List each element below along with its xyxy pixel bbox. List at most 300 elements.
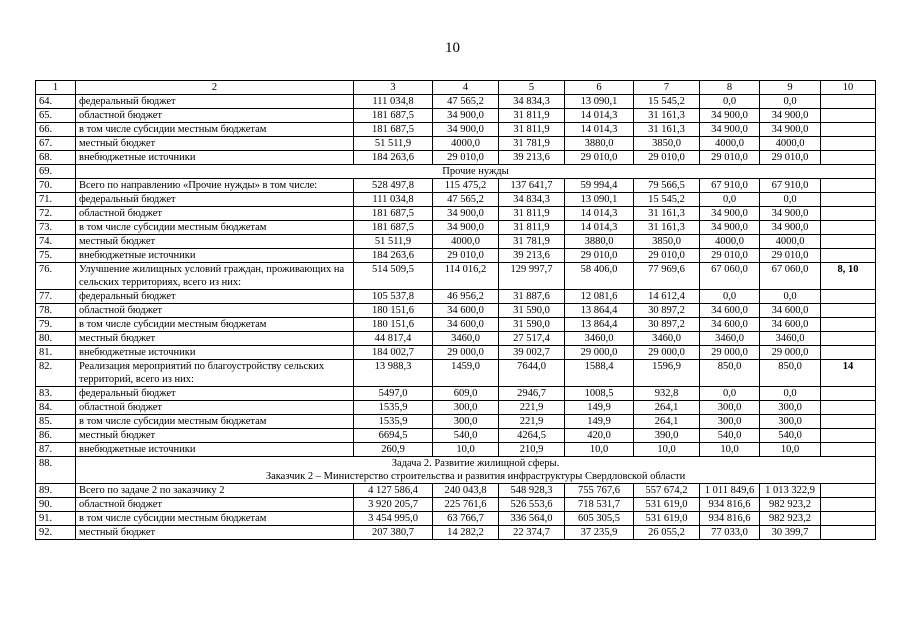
value-cell-col-9: 0,0 [760, 387, 821, 401]
value-cell-col-8: 0,0 [700, 95, 760, 109]
value-cell-col-8: 540,0 [700, 429, 760, 443]
value-cell-col-5: 548 928,3 [499, 484, 565, 498]
row-name: в том числе субсидии местным бюджетам [76, 512, 354, 526]
value-cell-col-3: 528 497,8 [354, 179, 433, 193]
column-header-9: 9 [760, 81, 821, 95]
column-header-10: 10 [821, 81, 876, 95]
target-indicator-cell [821, 193, 876, 207]
value-cell-col-7: 15 545,2 [634, 193, 700, 207]
value-cell-col-9: 540,0 [760, 429, 821, 443]
value-cell-col-3: 184 263,6 [354, 151, 433, 165]
value-cell-col-9: 1 013 322,9 [760, 484, 821, 498]
value-cell-col-7: 31 161,3 [634, 207, 700, 221]
value-cell-col-8: 67 060,0 [700, 263, 760, 290]
value-cell-col-6: 1588,4 [565, 360, 634, 387]
value-cell-col-7: 3460,0 [634, 332, 700, 346]
value-cell-col-5: 31 781,9 [499, 137, 565, 151]
row-number: 88. [36, 457, 76, 484]
value-cell-col-7: 531 619,0 [634, 498, 700, 512]
value-cell-col-3: 1535,9 [354, 401, 433, 415]
row-number: 92. [36, 526, 76, 540]
target-indicator-cell [821, 429, 876, 443]
page-number: 10 [445, 40, 460, 56]
value-cell-col-6: 13 090,1 [565, 95, 634, 109]
value-cell-col-5: 31 887,6 [499, 290, 565, 304]
row-name: внебюджетные источники [76, 151, 354, 165]
value-cell-col-5: 31 590,0 [499, 304, 565, 318]
value-cell-col-4: 29 010,0 [433, 249, 499, 263]
target-indicator-cell [821, 235, 876, 249]
value-cell-col-4: 34 600,0 [433, 304, 499, 318]
value-cell-col-9: 30 399,7 [760, 526, 821, 540]
value-cell-col-7: 79 566,5 [634, 179, 700, 193]
value-cell-col-9: 982 923,2 [760, 512, 821, 526]
value-cell-col-9: 300,0 [760, 401, 821, 415]
value-cell-col-5: 336 564,0 [499, 512, 565, 526]
value-cell-col-3: 105 537,8 [354, 290, 433, 304]
value-cell-col-3: 181 687,5 [354, 123, 433, 137]
value-cell-col-7: 264,1 [634, 401, 700, 415]
value-cell-col-5: 221,9 [499, 415, 565, 429]
target-indicator-cell [821, 512, 876, 526]
value-cell-col-8: 29 010,0 [700, 151, 760, 165]
row-name: федеральный бюджет [76, 95, 354, 109]
target-indicator-cell [821, 332, 876, 346]
table-row [36, 95, 876, 109]
table-row [36, 484, 876, 498]
target-indicator-cell [821, 151, 876, 165]
value-cell-col-9: 0,0 [760, 95, 821, 109]
target-indicator-cell: 8, 10 [821, 263, 876, 290]
row-number: 73. [36, 221, 76, 235]
value-cell-col-6: 13 864,4 [565, 318, 634, 332]
value-cell-col-9: 34 900,0 [760, 109, 821, 123]
row-number: 74. [36, 235, 76, 249]
value-cell-col-3: 181 687,5 [354, 109, 433, 123]
row-name: в том числе субсидии местным бюджетам [76, 415, 354, 429]
row-name: местный бюджет [76, 526, 354, 540]
value-cell-col-9: 67 060,0 [760, 263, 821, 290]
value-cell-col-9: 34 900,0 [760, 207, 821, 221]
value-cell-col-5: 2946,7 [499, 387, 565, 401]
column-header-6: 6 [565, 81, 634, 95]
value-cell-col-9: 34 600,0 [760, 304, 821, 318]
value-cell-col-7: 932,8 [634, 387, 700, 401]
value-cell-col-6: 3880,0 [565, 235, 634, 249]
row-number: 85. [36, 415, 76, 429]
target-indicator-cell: 14 [821, 360, 876, 387]
row-name: федеральный бюджет [76, 193, 354, 207]
row-number: 79. [36, 318, 76, 332]
value-cell-col-5: 137 641,7 [499, 179, 565, 193]
value-cell-col-7: 15 545,2 [634, 95, 700, 109]
value-cell-col-6: 58 406,0 [565, 263, 634, 290]
value-cell-col-4: 240 043,8 [433, 484, 499, 498]
value-cell-col-6: 718 531,7 [565, 498, 634, 512]
value-cell-col-6: 605 305,5 [565, 512, 634, 526]
value-cell-col-7: 31 161,3 [634, 109, 700, 123]
value-cell-col-3: 6694,5 [354, 429, 433, 443]
value-cell-col-3: 51 511,9 [354, 137, 433, 151]
table-row [36, 290, 876, 304]
value-cell-col-3: 111 034,8 [354, 95, 433, 109]
target-indicator-cell [821, 290, 876, 304]
value-cell-col-6: 14 014,3 [565, 207, 634, 221]
value-cell-col-7: 29 000,0 [634, 346, 700, 360]
row-number: 69. [36, 165, 76, 179]
table-row [36, 179, 876, 193]
value-cell-col-5: 31 811,9 [499, 221, 565, 235]
value-cell-col-4: 47 565,2 [433, 193, 499, 207]
value-cell-col-9: 0,0 [760, 290, 821, 304]
section-title-line: Прочие нужды [442, 166, 509, 177]
value-cell-col-3: 111 034,8 [354, 193, 433, 207]
value-cell-col-9: 300,0 [760, 415, 821, 429]
row-number: 84. [36, 401, 76, 415]
value-cell-col-6: 755 767,6 [565, 484, 634, 498]
row-name: областной бюджет [76, 401, 354, 415]
value-cell-col-7: 29 010,0 [634, 151, 700, 165]
target-indicator-cell [821, 179, 876, 193]
table-row [36, 443, 876, 457]
value-cell-col-4: 46 956,2 [433, 290, 499, 304]
value-cell-col-5: 39 002,7 [499, 346, 565, 360]
value-cell-col-4: 540,0 [433, 429, 499, 443]
table-row [36, 360, 876, 387]
value-cell-col-8: 3460,0 [700, 332, 760, 346]
section-row [36, 165, 876, 179]
value-cell-col-4: 300,0 [433, 401, 499, 415]
row-number: 66. [36, 123, 76, 137]
value-cell-col-8: 77 033,0 [700, 526, 760, 540]
value-cell-col-8: 300,0 [700, 415, 760, 429]
value-cell-col-9: 34 600,0 [760, 318, 821, 332]
value-cell-col-3: 3 454 995,0 [354, 512, 433, 526]
value-cell-col-4: 225 761,6 [433, 498, 499, 512]
row-number: 65. [36, 109, 76, 123]
table-row [36, 207, 876, 221]
value-cell-col-6: 29 000,0 [565, 346, 634, 360]
value-cell-col-8: 34 900,0 [700, 109, 760, 123]
value-cell-col-5: 31 590,0 [499, 318, 565, 332]
row-name: внебюджетные источники [76, 443, 354, 457]
value-cell-col-7: 531 619,0 [634, 512, 700, 526]
value-cell-col-4: 3460,0 [433, 332, 499, 346]
value-cell-col-4: 29 010,0 [433, 151, 499, 165]
value-cell-col-3: 3 920 205,7 [354, 498, 433, 512]
section-title-line: Задача 2. Развитие жилищной сферы. [391, 458, 560, 469]
value-cell-col-4: 34 600,0 [433, 318, 499, 332]
section-title [76, 457, 876, 484]
row-name: местный бюджет [76, 235, 354, 249]
value-cell-col-7: 264,1 [634, 415, 700, 429]
row-number: 76. [36, 263, 76, 290]
target-indicator-cell [821, 221, 876, 235]
value-cell-col-4: 4000,0 [433, 137, 499, 151]
value-cell-col-6: 29 010,0 [565, 249, 634, 263]
row-name: федеральный бюджет [76, 290, 354, 304]
value-cell-col-6: 1008,5 [565, 387, 634, 401]
value-cell-col-3: 181 687,5 [354, 221, 433, 235]
table-row [36, 401, 876, 415]
row-name: внебюджетные источники [76, 249, 354, 263]
value-cell-col-5: 7644,0 [499, 360, 565, 387]
row-number: 83. [36, 387, 76, 401]
value-cell-col-7: 77 969,6 [634, 263, 700, 290]
row-name: областной бюджет [76, 498, 354, 512]
value-cell-col-9: 982 923,2 [760, 498, 821, 512]
value-cell-col-8: 34 900,0 [700, 207, 760, 221]
target-indicator-cell [821, 95, 876, 109]
value-cell-col-9: 4000,0 [760, 137, 821, 151]
value-cell-col-8: 0,0 [700, 290, 760, 304]
table-row [36, 109, 876, 123]
value-cell-col-8: 67 910,0 [700, 179, 760, 193]
value-cell-col-6: 3880,0 [565, 137, 634, 151]
value-cell-col-5: 39 213,6 [499, 249, 565, 263]
value-cell-col-6: 37 235,9 [565, 526, 634, 540]
value-cell-col-6: 12 081,6 [565, 290, 634, 304]
table-row [36, 249, 876, 263]
value-cell-col-6: 14 014,3 [565, 221, 634, 235]
row-name: Всего по направлению «Прочие нужды» в том числе: [76, 179, 354, 193]
value-cell-col-8: 4000,0 [700, 235, 760, 249]
value-cell-col-8: 10,0 [700, 443, 760, 457]
value-cell-col-9: 10,0 [760, 443, 821, 457]
value-cell-col-7: 390,0 [634, 429, 700, 443]
table-row [36, 387, 876, 401]
row-number: 75. [36, 249, 76, 263]
value-cell-col-4: 34 900,0 [433, 123, 499, 137]
value-cell-col-8: 0,0 [700, 193, 760, 207]
value-cell-col-3: 207 380,7 [354, 526, 433, 540]
row-name: федеральный бюджет [76, 387, 354, 401]
table-row [36, 512, 876, 526]
column-header-2: 2 [76, 81, 354, 95]
value-cell-col-4: 34 900,0 [433, 109, 499, 123]
row-number: 89. [36, 484, 76, 498]
row-name: местный бюджет [76, 429, 354, 443]
column-header-8: 8 [700, 81, 760, 95]
row-number: 70. [36, 179, 76, 193]
value-cell-col-9: 0,0 [760, 193, 821, 207]
value-cell-col-3: 51 511,9 [354, 235, 433, 249]
value-cell-col-8: 850,0 [700, 360, 760, 387]
value-cell-col-5: 221,9 [499, 401, 565, 415]
row-number: 90. [36, 498, 76, 512]
column-header-5: 5 [499, 81, 565, 95]
row-name: внебюджетные источники [76, 346, 354, 360]
value-cell-col-5: 34 834,3 [499, 193, 565, 207]
row-name: областной бюджет [76, 109, 354, 123]
table-row [36, 193, 876, 207]
value-cell-col-5: 210,9 [499, 443, 565, 457]
value-cell-col-8: 29 010,0 [700, 249, 760, 263]
table-row [36, 221, 876, 235]
value-cell-col-4: 300,0 [433, 415, 499, 429]
value-cell-col-3: 181 687,5 [354, 207, 433, 221]
target-indicator-cell [821, 137, 876, 151]
row-number: 72. [36, 207, 76, 221]
value-cell-col-3: 5497,0 [354, 387, 433, 401]
value-cell-col-3: 1535,9 [354, 415, 433, 429]
value-cell-col-4: 29 000,0 [433, 346, 499, 360]
value-cell-col-6: 13 090,1 [565, 193, 634, 207]
row-name: в том числе субсидии местным бюджетам [76, 123, 354, 137]
target-indicator-cell [821, 249, 876, 263]
value-cell-col-5: 31 811,9 [499, 109, 565, 123]
row-name: областной бюджет [76, 207, 354, 221]
value-cell-col-8: 34 600,0 [700, 318, 760, 332]
table-row [36, 137, 876, 151]
target-indicator-cell [821, 123, 876, 137]
value-cell-col-7: 3850,0 [634, 137, 700, 151]
value-cell-col-7: 26 055,2 [634, 526, 700, 540]
table-row [36, 498, 876, 512]
row-number: 67. [36, 137, 76, 151]
row-name: местный бюджет [76, 137, 354, 151]
value-cell-col-9: 4000,0 [760, 235, 821, 249]
value-cell-col-6: 59 994,4 [565, 179, 634, 193]
value-cell-col-6: 14 014,3 [565, 109, 634, 123]
value-cell-col-8: 934 816,6 [700, 498, 760, 512]
value-cell-col-6: 29 010,0 [565, 151, 634, 165]
table-header-row [36, 81, 876, 95]
value-cell-col-8: 34 900,0 [700, 123, 760, 137]
table-row [36, 429, 876, 443]
value-cell-col-4: 1459,0 [433, 360, 499, 387]
row-name: Улучшение жилищных условий граждан, проживающих на сельских территориях, всего из них: [76, 263, 354, 290]
column-header-4: 4 [433, 81, 499, 95]
value-cell-col-7: 29 010,0 [634, 249, 700, 263]
row-number: 78. [36, 304, 76, 318]
target-indicator-cell [821, 526, 876, 540]
value-cell-col-4: 609,0 [433, 387, 499, 401]
row-name: в том числе субсидии местным бюджетам [76, 221, 354, 235]
value-cell-col-5: 4264,5 [499, 429, 565, 443]
value-cell-col-9: 29 010,0 [760, 151, 821, 165]
target-indicator-cell [821, 318, 876, 332]
value-cell-col-9: 34 900,0 [760, 221, 821, 235]
target-indicator-cell [821, 484, 876, 498]
value-cell-col-3: 184 263,6 [354, 249, 433, 263]
row-number: 77. [36, 290, 76, 304]
table-row [36, 151, 876, 165]
target-indicator-cell [821, 443, 876, 457]
value-cell-col-6: 10,0 [565, 443, 634, 457]
value-cell-col-8: 934 816,6 [700, 512, 760, 526]
value-cell-col-8: 29 000,0 [700, 346, 760, 360]
row-number: 81. [36, 346, 76, 360]
row-number: 86. [36, 429, 76, 443]
row-name: Всего по задаче 2 по заказчику 2 [76, 484, 354, 498]
row-name: в том числе субсидии местным бюджетам [76, 318, 354, 332]
row-number: 80. [36, 332, 76, 346]
table-row [36, 332, 876, 346]
value-cell-col-7: 1596,9 [634, 360, 700, 387]
row-number: 87. [36, 443, 76, 457]
value-cell-col-8: 1 011 849,6 [700, 484, 760, 498]
table-row [36, 263, 876, 290]
section-row [36, 457, 876, 484]
value-cell-col-3: 44 817,4 [354, 332, 433, 346]
row-name: Реализация мероприятий по благоустройству сельских территорий, всего из них: [76, 360, 354, 387]
value-cell-col-7: 10,0 [634, 443, 700, 457]
target-indicator-cell [821, 109, 876, 123]
value-cell-col-4: 115 475,2 [433, 179, 499, 193]
section-title [76, 165, 876, 179]
value-cell-col-8: 0,0 [700, 387, 760, 401]
value-cell-col-7: 14 612,4 [634, 290, 700, 304]
value-cell-col-3: 13 988,3 [354, 360, 433, 387]
table-row [36, 346, 876, 360]
row-number: 82. [36, 360, 76, 387]
value-cell-col-7: 557 674,2 [634, 484, 700, 498]
table-row [36, 415, 876, 429]
value-cell-col-7: 30 897,2 [634, 318, 700, 332]
value-cell-col-3: 180 151,6 [354, 304, 433, 318]
column-header-3: 3 [354, 81, 433, 95]
target-indicator-cell [821, 401, 876, 415]
section-title-line: Заказчик 2 – Министерство строительства и развития инфраструктуры Свердловской области [265, 471, 686, 482]
value-cell-col-6: 149,9 [565, 401, 634, 415]
row-number: 68. [36, 151, 76, 165]
table-row [36, 318, 876, 332]
value-cell-col-8: 34 900,0 [700, 221, 760, 235]
target-indicator-cell [821, 415, 876, 429]
value-cell-col-6: 149,9 [565, 415, 634, 429]
value-cell-col-5: 129 997,7 [499, 263, 565, 290]
value-cell-col-7: 31 161,3 [634, 123, 700, 137]
column-header-7: 7 [634, 81, 700, 95]
budget-table [35, 80, 876, 540]
value-cell-col-7: 3850,0 [634, 235, 700, 249]
value-cell-col-6: 14 014,3 [565, 123, 634, 137]
value-cell-col-9: 67 910,0 [760, 179, 821, 193]
value-cell-col-6: 3460,0 [565, 332, 634, 346]
target-indicator-cell [821, 346, 876, 360]
value-cell-col-8: 300,0 [700, 401, 760, 415]
value-cell-col-4: 114 016,2 [433, 263, 499, 290]
value-cell-col-7: 31 161,3 [634, 221, 700, 235]
value-cell-col-4: 34 900,0 [433, 221, 499, 235]
target-indicator-cell [821, 207, 876, 221]
value-cell-col-5: 27 517,4 [499, 332, 565, 346]
value-cell-col-8: 4000,0 [700, 137, 760, 151]
value-cell-col-9: 29 010,0 [760, 249, 821, 263]
value-cell-col-9: 29 000,0 [760, 346, 821, 360]
value-cell-col-3: 180 151,6 [354, 318, 433, 332]
value-cell-col-3: 514 509,5 [354, 263, 433, 290]
table-row [36, 304, 876, 318]
value-cell-col-6: 13 864,4 [565, 304, 634, 318]
table-row [36, 123, 876, 137]
target-indicator-cell [821, 304, 876, 318]
row-number: 91. [36, 512, 76, 526]
value-cell-col-3: 4 127 586,4 [354, 484, 433, 498]
value-cell-col-7: 30 897,2 [634, 304, 700, 318]
row-number: 71. [36, 193, 76, 207]
target-indicator-cell [821, 387, 876, 401]
value-cell-col-9: 3460,0 [760, 332, 821, 346]
value-cell-col-4: 63 766,7 [433, 512, 499, 526]
value-cell-col-3: 260,9 [354, 443, 433, 457]
value-cell-col-5: 39 213,6 [499, 151, 565, 165]
table-row [36, 526, 876, 540]
value-cell-col-5: 34 834,3 [499, 95, 565, 109]
value-cell-col-8: 34 600,0 [700, 304, 760, 318]
row-name: областной бюджет [76, 304, 354, 318]
